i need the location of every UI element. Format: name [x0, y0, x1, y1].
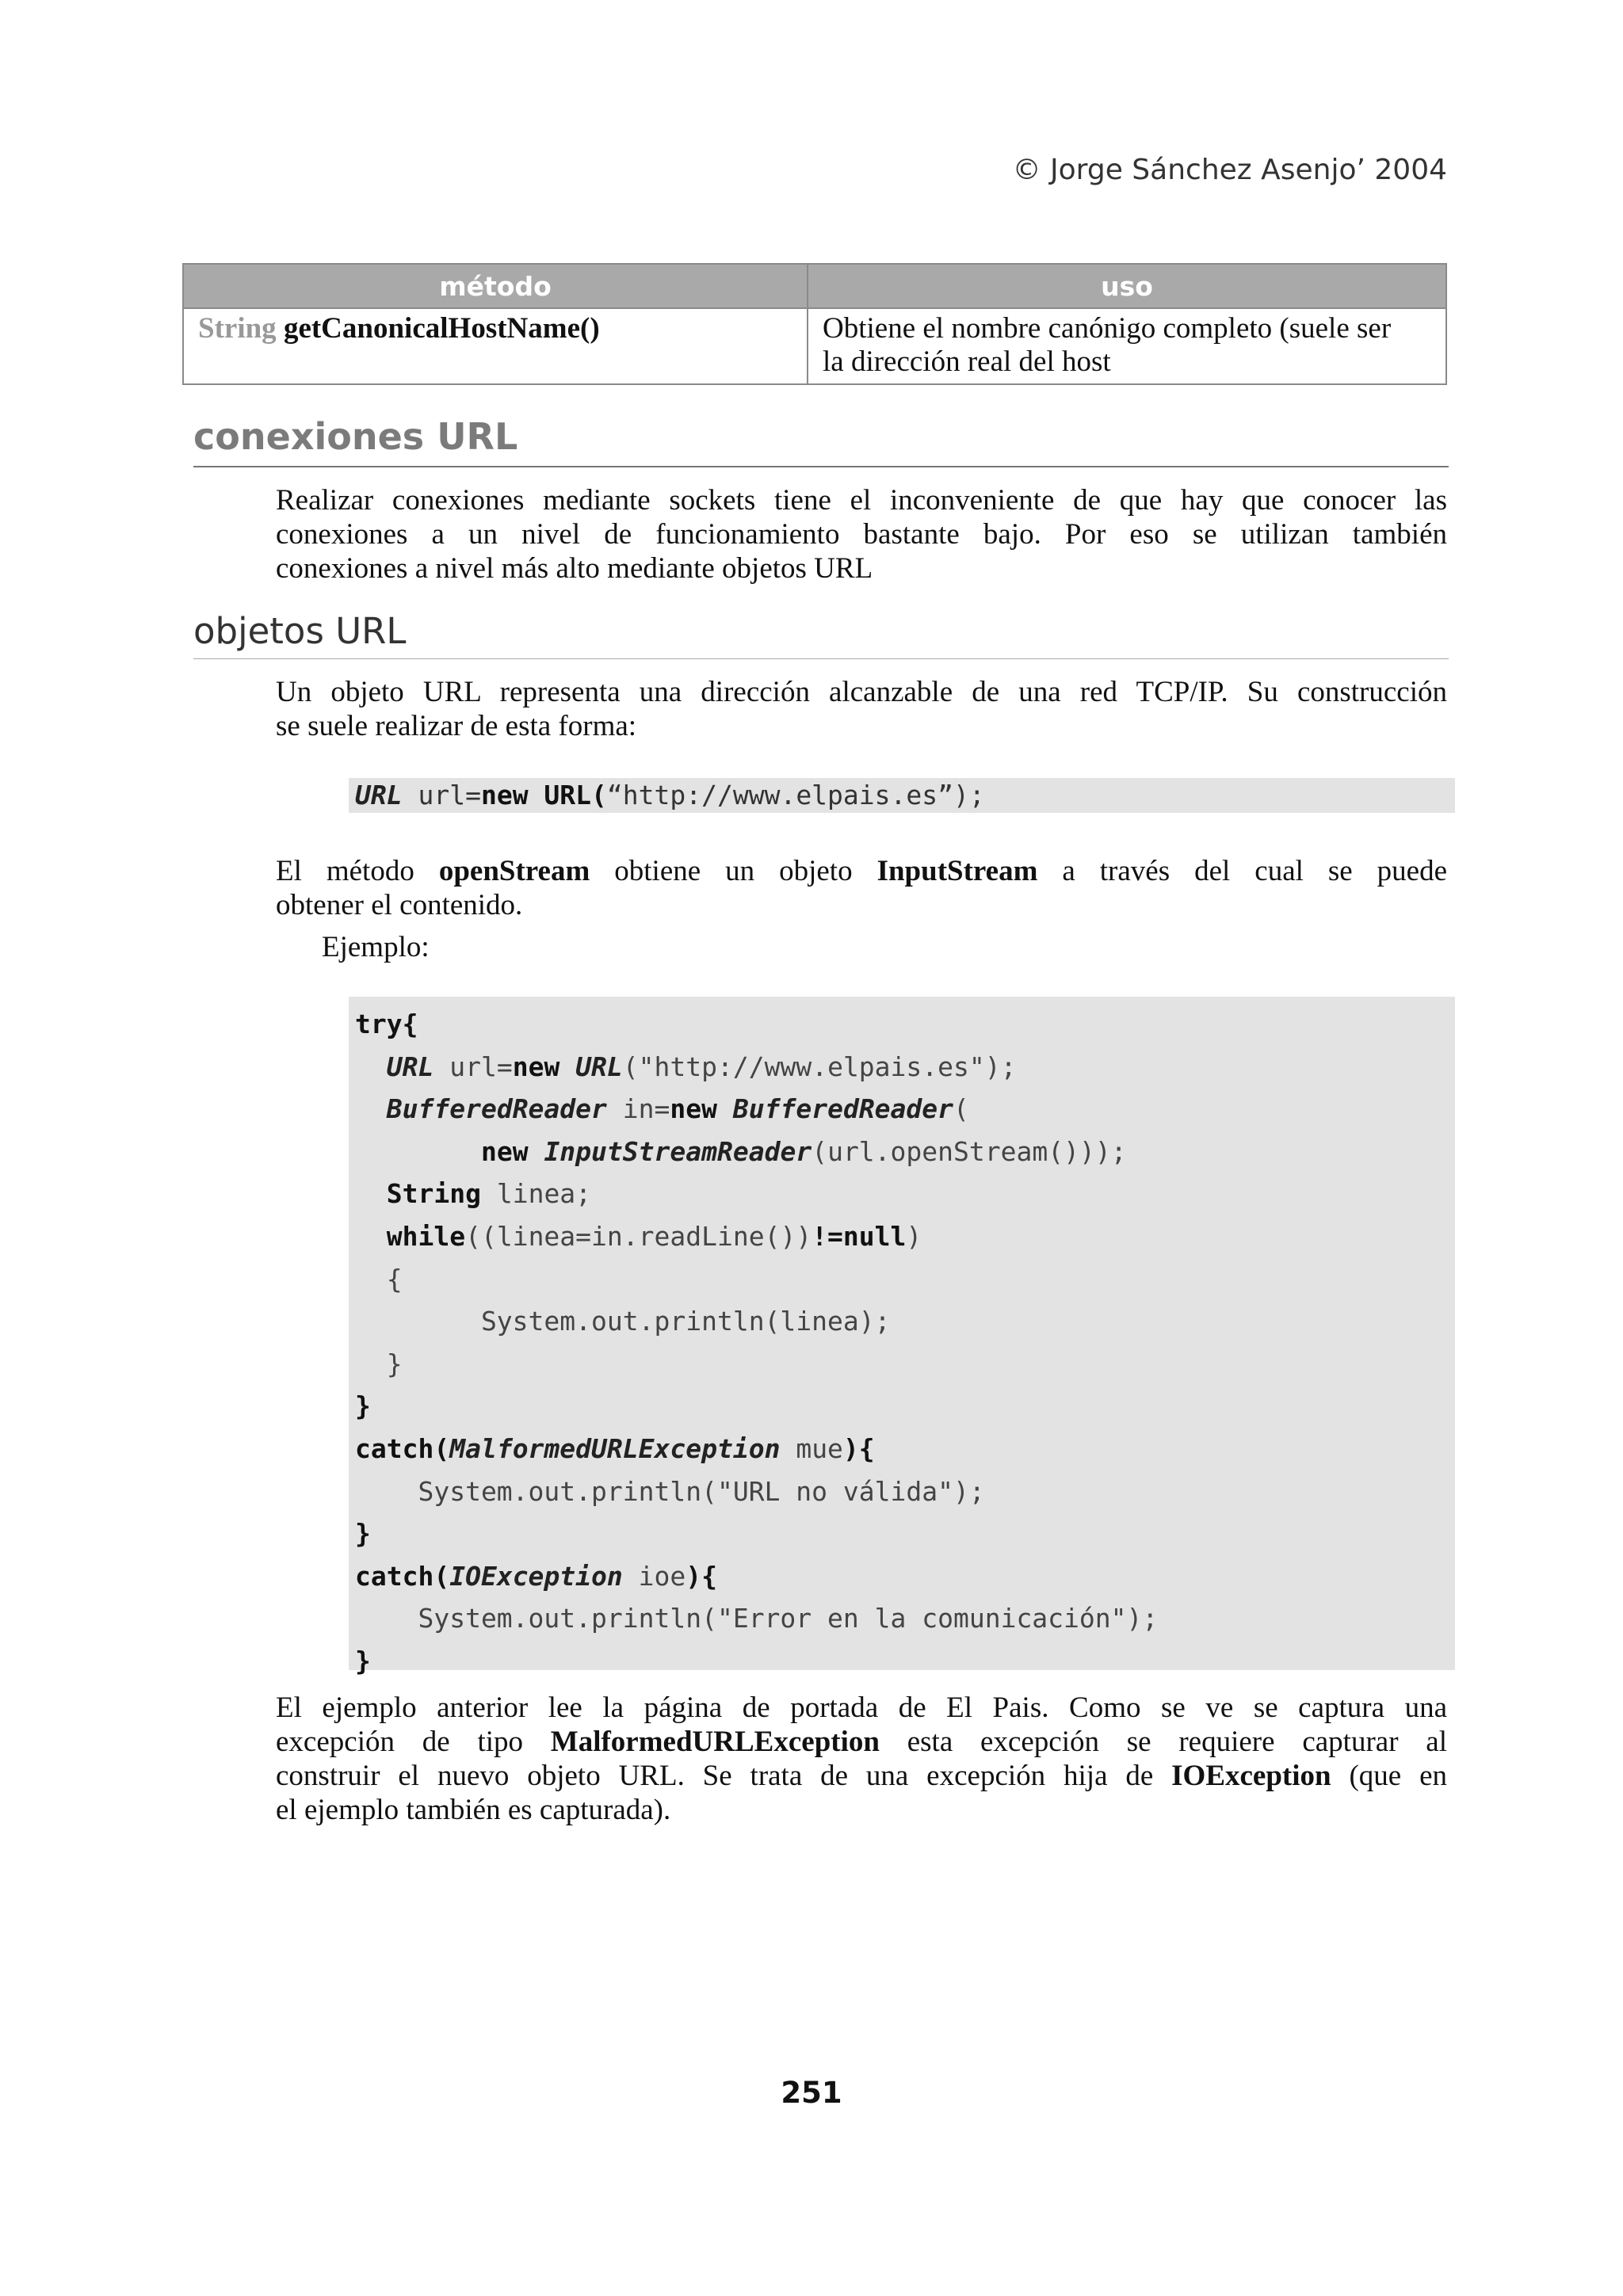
code-keyword: while: [386, 1220, 466, 1252]
code-text: “http://www.elpais.es”);: [606, 780, 985, 810]
code-text: }: [355, 1348, 403, 1379]
openstream-paragraph: [276, 854, 1447, 922]
code-text: [355, 1221, 387, 1252]
code-line: [355, 1258, 1455, 1301]
text-run: obtiene un objeto: [590, 855, 877, 887]
code-text: ioe: [622, 1560, 686, 1592]
code-text: System.out.println("Error en la comunicación");: [355, 1603, 1159, 1634]
text-line: El ejemplo anterior lee la página de portada de El Pais. Como se ve se captura una: [276, 1691, 1447, 1724]
code-type: InputStreamReader: [544, 1135, 812, 1167]
text-run: esta excepción se requiere capturar al: [879, 1726, 1447, 1758]
code-keyword: ){: [842, 1432, 875, 1464]
code-keyword: }: [355, 1390, 371, 1422]
code-type: IOException: [449, 1560, 623, 1592]
bold-term: IOException: [1171, 1760, 1331, 1792]
code-line: [355, 1470, 1455, 1513]
text-run: El método: [276, 855, 439, 887]
text-run: (que en: [1331, 1760, 1447, 1792]
code-type: URL: [355, 780, 403, 810]
code-text: (url.openStream()));: [812, 1135, 1127, 1167]
code-line: [355, 1343, 1455, 1386]
code-type: URL: [575, 1051, 623, 1082]
code-line: [355, 1088, 1455, 1131]
text-run: excepción de tipo: [276, 1726, 551, 1758]
code-type: BufferedReader: [386, 1093, 607, 1125]
code-text: ((linea=in.readLine()): [465, 1220, 812, 1252]
code-line: [355, 1003, 1455, 1046]
code-keyword: !=null: [812, 1220, 907, 1252]
code-text: ): [906, 1220, 922, 1252]
section-heading: conexiones URL: [193, 415, 1449, 467]
text-line: [276, 1725, 1447, 1759]
bold-term: MalformedURLException: [550, 1726, 880, 1758]
code-text: ("http://www.elpais.es");: [622, 1051, 1017, 1082]
text-line: se suele realizar de esta forma:: [276, 710, 637, 742]
text-run: a través del cual se puede: [1037, 855, 1447, 887]
code-keyword: String: [386, 1178, 481, 1210]
code-line: [355, 1512, 1455, 1555]
code-text: {: [355, 1263, 403, 1295]
code-keyword: ){: [685, 1560, 717, 1592]
text-line: el ejemplo también es capturada).: [276, 1794, 671, 1826]
method-signature: getCanonicalHostName(): [283, 312, 600, 345]
text-line: Un objeto URL representa una dirección alcanzable de una red TCP/IP. Su construcción: [276, 676, 1447, 708]
method-cell: [183, 308, 808, 384]
table-header-row: [183, 264, 1446, 308]
text-line: Realizar conexiones mediante sockets tiene el inconveniente de que hay que conocer las: [276, 484, 1447, 517]
code-line: [355, 1640, 1455, 1683]
header-usage: uso: [808, 264, 1446, 308]
code-text: [559, 1051, 575, 1082]
text-run: construir el nuevo objeto URL. Se trata de una excepción hija de: [276, 1760, 1172, 1792]
code-text: [355, 1051, 387, 1082]
bold-term: InputStream: [876, 855, 1038, 887]
table-row: [183, 308, 1446, 384]
code-line: [355, 1555, 1455, 1598]
usage-line: Obtiene el nombre canónigo completo (suele ser: [823, 312, 1392, 345]
text-line: conexiones a un nivel de funcionamiento bastante bajo. Por eso se utilizan también: [276, 518, 1447, 551]
code-text: [529, 1136, 544, 1167]
code-keyword: new: [512, 1051, 560, 1082]
code-text: url=: [433, 1051, 513, 1082]
example-label: Ejemplo:: [322, 931, 430, 963]
code-text: [355, 1136, 481, 1167]
code-keyword: catch(: [355, 1560, 450, 1592]
code-text: [355, 1093, 387, 1124]
code-line: [355, 1300, 1455, 1343]
code-keyword: }: [355, 1518, 371, 1550]
page-number: 251: [781, 2076, 842, 2110]
code-line: [355, 1173, 1455, 1215]
code-text: System.out.println(linea);: [355, 1306, 891, 1337]
code-keyword: new: [480, 1135, 529, 1167]
code-block: [349, 997, 1455, 1676]
subsection-heading: objetos URL: [193, 610, 1449, 659]
usage-cell: [808, 308, 1446, 384]
text-line: obtener el contenido.: [276, 889, 523, 921]
code-text: System.out.println("URL no válida");: [355, 1475, 985, 1507]
return-type: String: [198, 312, 277, 345]
code-text: [717, 1093, 733, 1124]
code-snippet: [349, 778, 1455, 813]
code-text: (: [953, 1093, 969, 1125]
code-keyword: URL(: [528, 780, 607, 810]
code-keyword: try{: [355, 1009, 418, 1039]
code-keyword: new: [670, 1093, 717, 1125]
code-line: [355, 1046, 1455, 1089]
text-line: [276, 854, 1447, 888]
text-line: conexiones a nivel más alto mediante objetos URL: [276, 552, 873, 585]
code-type: URL: [386, 1051, 434, 1082]
code-line: [355, 1131, 1455, 1173]
code-line: [355, 1428, 1455, 1470]
header-method: método: [183, 264, 808, 308]
code-keyword: new: [480, 780, 529, 810]
url-paragraph: [276, 675, 1447, 743]
copyright-header: © Jorge Sánchez Asenjo’ 2004: [1012, 154, 1447, 186]
explanation-paragraph: [276, 1691, 1447, 1827]
text-line: [276, 1759, 1447, 1793]
code-text: in=: [606, 1093, 670, 1125]
code-text: url=: [402, 780, 481, 810]
code-text: linea;: [480, 1178, 592, 1210]
method-table: [182, 263, 1447, 385]
code-text: [355, 1178, 387, 1209]
code-keyword: }: [355, 1645, 371, 1676]
usage-line: la dirección real del host: [823, 345, 1111, 378]
intro-paragraph: [276, 483, 1447, 585]
code-line: [355, 1597, 1455, 1640]
bold-term: openStream: [438, 855, 590, 887]
code-keyword: catch(: [355, 1432, 450, 1464]
code-line: [355, 1215, 1455, 1258]
code-type: MalformedURLException: [449, 1432, 781, 1464]
code-text: mue: [780, 1432, 843, 1464]
code-type: BufferedReader: [732, 1093, 954, 1125]
code-line: [355, 1385, 1455, 1428]
